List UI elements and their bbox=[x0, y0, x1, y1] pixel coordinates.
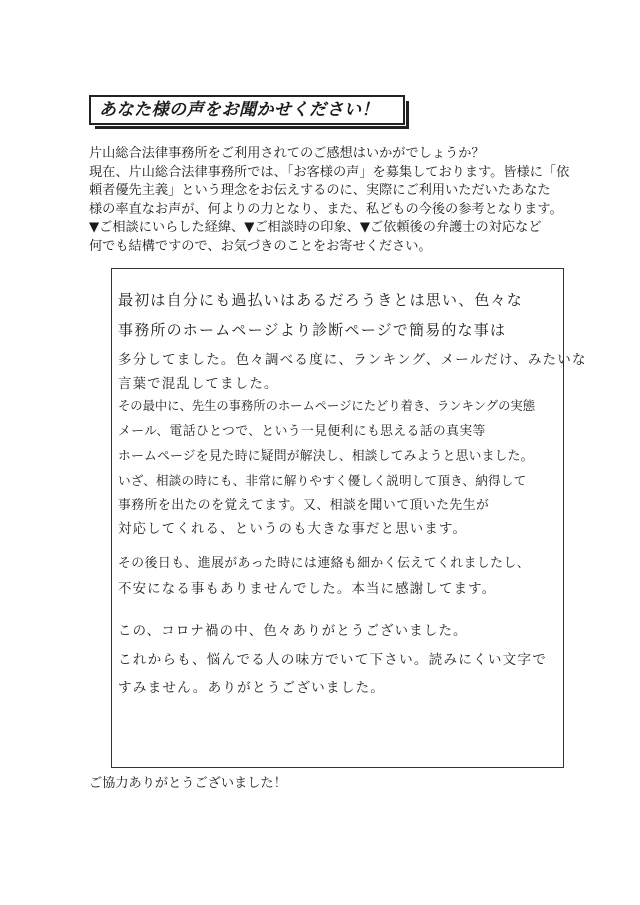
letter-line: この、コロナ禍の中、色々ありがとうございました。 bbox=[118, 624, 468, 639]
letter-line: メール、電話ひとつで、という一見便利にも思える話の真実等 bbox=[118, 424, 486, 439]
letter-line: 対応してくれる、というのも大きな事だと思います。 bbox=[118, 522, 468, 537]
letter-line: その後日も、進展があった時には連絡も細かく伝えてくれましたし、 bbox=[118, 556, 531, 571]
intro-line: 現在、片山総合法律事務所では、「お客様の声」を募集しております。皆様に「依 bbox=[89, 164, 570, 180]
letter-line: その最中に、先生の事務所のホームページにたどり着き、ランキングの実態 bbox=[118, 399, 535, 413]
closing-text: ご協力ありがとうございました！ bbox=[89, 776, 287, 791]
letter-line: ホームページを見た時に疑問が解決し、相談してみようと思いました。 bbox=[118, 449, 534, 464]
letter-line: 事務所のホームページより診断ページで簡易的な事は bbox=[118, 321, 507, 339]
letter-line: 多分してました。色々調べる度に、ランキング、メールだけ、みたいな bbox=[118, 352, 587, 368]
letter-line: 言葉で混乱してました。 bbox=[118, 377, 279, 392]
intro-line: 何でも結構ですので、お気づきのことをお寄せください。 bbox=[89, 238, 432, 254]
letter-line: すみません。ありがとうございました。 bbox=[118, 680, 386, 696]
letter-line: 事務所を出たのを覚えてます。又、相談を聞いて頂いた先生が bbox=[118, 498, 490, 513]
intro-line: 頼者優先主義」という理念をお伝えするのに、実際にご利用いただいたあなた bbox=[89, 183, 551, 199]
intro-line: 様の率直なお声が、何よりの力となり、また、私どもの今後の参考となります。 bbox=[89, 201, 563, 217]
letter-line: 不安になる事もありませんでした。本当に感謝してます。 bbox=[118, 582, 497, 597]
intro-line: 片山総合法律事務所をご利用されてのご感想はいかがでしょうか？ bbox=[89, 146, 485, 161]
intro-text bbox=[89, 145, 570, 257]
letter-line: 最初は自分にも過払いはあるだろうきとは思い、色々な bbox=[118, 291, 524, 309]
page-title: あなた様の声をお聞かせください！ bbox=[89, 95, 405, 125]
letter-line: これからも、悩んでる人の味方でいて下さい。読みにくい文字で bbox=[118, 652, 548, 668]
letter-line: いざ、相談の時にも、非常に解りやすく優しく説明して頂き、納得して bbox=[118, 473, 527, 488]
intro-line: ▼ご相談にいらした経緯、▼ご相談時の印象、▼ご依頼後の弁護士の対応など bbox=[89, 220, 542, 236]
